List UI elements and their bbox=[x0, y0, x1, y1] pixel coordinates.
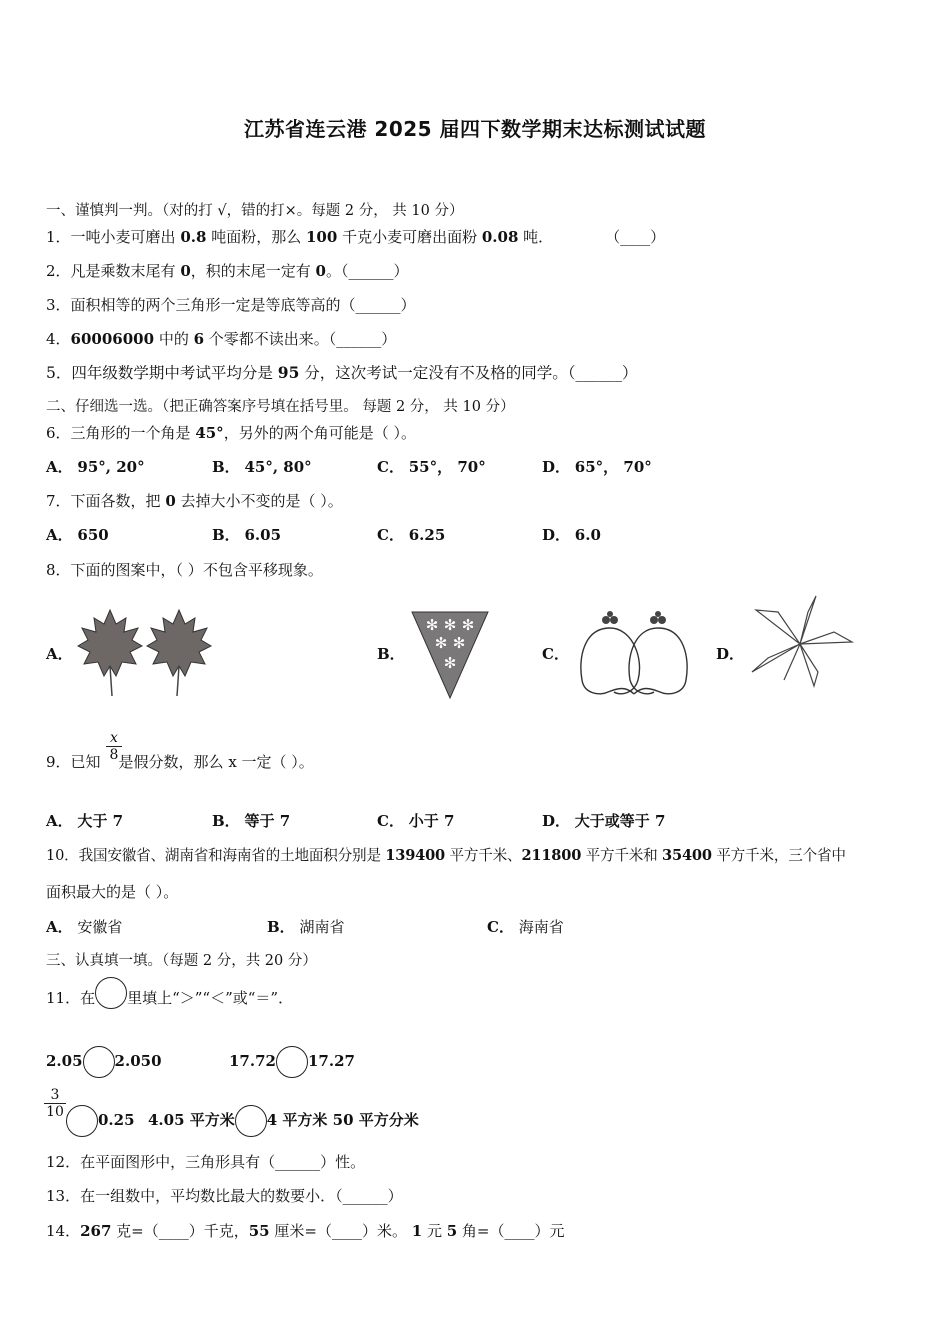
q8-option-b[interactable]: B． bbox=[377, 645, 405, 663]
q10-option-a[interactable]: A． 安徽省 bbox=[46, 918, 123, 936]
q6-option-d[interactable]: D． 65°， 70° bbox=[542, 458, 652, 476]
q7-option-a[interactable]: A． 650 bbox=[46, 526, 109, 544]
q8-option-c[interactable]: C． bbox=[542, 645, 569, 663]
svg-text:✻: ✻ bbox=[443, 616, 457, 634]
question-9: 9．已知 是假分数，那么 x 一定（ ）。 bbox=[46, 753, 314, 771]
question-10-line-2: 面积最大的是（ ）。 bbox=[46, 883, 179, 901]
q10-option-b[interactable]: B． 湖南省 bbox=[267, 918, 345, 936]
answer-blank[interactable]: （____） bbox=[605, 228, 666, 246]
maple-leaves-figure bbox=[76, 606, 214, 698]
fraction-x-over-8: $\frac{x}{8}$ bbox=[106, 730, 122, 763]
pinwheel-figure bbox=[748, 592, 858, 688]
q11-compare-4: 4.05 平方米 4 平方米 50 平方分米 bbox=[148, 1105, 419, 1137]
question-5: 5．四年级数学期中考试平均分是 95 分，这次考试一定没有不及格的同学。（______） bbox=[46, 363, 638, 382]
question-14: 14．267 克=（____）千克，55 厘米=（____）米。 1 元 5 角=（____）元 bbox=[46, 1222, 565, 1240]
q7-option-d[interactable]: D． 6.0 bbox=[542, 526, 601, 544]
answer-circle[interactable] bbox=[276, 1046, 308, 1078]
answer-circle[interactable] bbox=[83, 1046, 115, 1078]
double-heart-figure bbox=[574, 608, 694, 700]
question-11: 11．在 里填上“＞”“＜”或“＝”． bbox=[46, 988, 293, 1009]
question-1: 1．一吨小麦可磨出 0.8 吨面粉，那么 100 千克小麦可磨出面粉 0.08 吨． （____） bbox=[46, 228, 666, 246]
q11-compare-3: 0.25 bbox=[66, 1105, 135, 1137]
question-12: 12．在平面图形中，三角形具有（______）性。 bbox=[46, 1153, 366, 1171]
q9-option-c[interactable]: C． 小于 7 bbox=[377, 812, 455, 830]
compare-circle bbox=[95, 977, 127, 1009]
q7-option-b[interactable]: B． 6.05 bbox=[212, 526, 282, 544]
svg-text:✻: ✻ bbox=[443, 654, 457, 672]
q11-compare-1: 2.05 2.050 bbox=[46, 1046, 162, 1078]
q10-option-c[interactable]: C． 海南省 bbox=[487, 918, 564, 936]
question-13: 13．在一组数中，平均数比最大的数要小．（______） bbox=[46, 1187, 403, 1205]
q9-option-a[interactable]: A． 大于 7 bbox=[46, 812, 124, 830]
fraction-3-over-10: $\frac{3}{10}$ bbox=[44, 1087, 66, 1120]
q6-option-b[interactable]: B． 45°, 80° bbox=[212, 458, 312, 476]
question-2: 2．凡是乘数末尾有 0，积的末尾一定有 0。（______） bbox=[46, 262, 409, 280]
question-3: 3．面积相等的两个三角形一定是等底等高的（______） bbox=[46, 296, 416, 314]
q6-option-c[interactable]: C． 55°， 70° bbox=[377, 458, 486, 476]
question-6: 6．三角形的一个角是 45°，另外的两个角可能是（ ）。 bbox=[46, 424, 416, 442]
q11-compare-2: 17.72 17.27 bbox=[229, 1046, 355, 1078]
section-1-heading: 一、谨慎判一判。（对的打 √，错的打×。每题 2 分， 共 10 分） bbox=[46, 203, 464, 219]
q9-option-b[interactable]: B． 等于 7 bbox=[212, 812, 291, 830]
q8-option-a[interactable]: A． bbox=[46, 645, 73, 663]
svg-text:✻: ✻ bbox=[461, 616, 475, 634]
section-2-heading: 二、仔细选一选。（把正确答案序号填在括号里。 每题 2 分， 共 10 分） bbox=[46, 399, 515, 415]
q9-option-d[interactable]: D． 大于或等于 7 bbox=[542, 812, 666, 830]
question-8: 8．下面的图案中，（ ）不包含平移现象。 bbox=[46, 561, 323, 579]
snowflake-triangle-figure bbox=[410, 610, 490, 700]
q8-option-d[interactable]: D． bbox=[716, 645, 745, 663]
question-10: 10．我国安徽省、湖南省和海南省的土地面积分别是 139400 平方千米、211800 平方千米和 35400 平方千米，三个省中 bbox=[46, 847, 846, 864]
answer-circle[interactable] bbox=[235, 1105, 267, 1137]
answer-circle[interactable] bbox=[66, 1105, 98, 1137]
section-3-heading: 三、认真填一填。（每题 2 分，共 20 分） bbox=[46, 953, 317, 969]
svg-text:✻: ✻ bbox=[434, 634, 448, 652]
svg-text:✻: ✻ bbox=[452, 634, 466, 652]
q7-option-c[interactable]: C． 6.25 bbox=[377, 526, 446, 544]
question-4: 4．60006000 中的 6 个零都不读出来。（______） bbox=[46, 330, 397, 348]
page-title: 江苏省连云港 2025 届四下数学期末达标测试试题 bbox=[243, 117, 707, 141]
question-7: 7．下面各数，把 0 去掉大小不变的是（ ）。 bbox=[46, 492, 343, 510]
svg-text:✻: ✻ bbox=[425, 616, 439, 634]
q6-option-a[interactable]: A． 95°, 20° bbox=[46, 458, 145, 476]
